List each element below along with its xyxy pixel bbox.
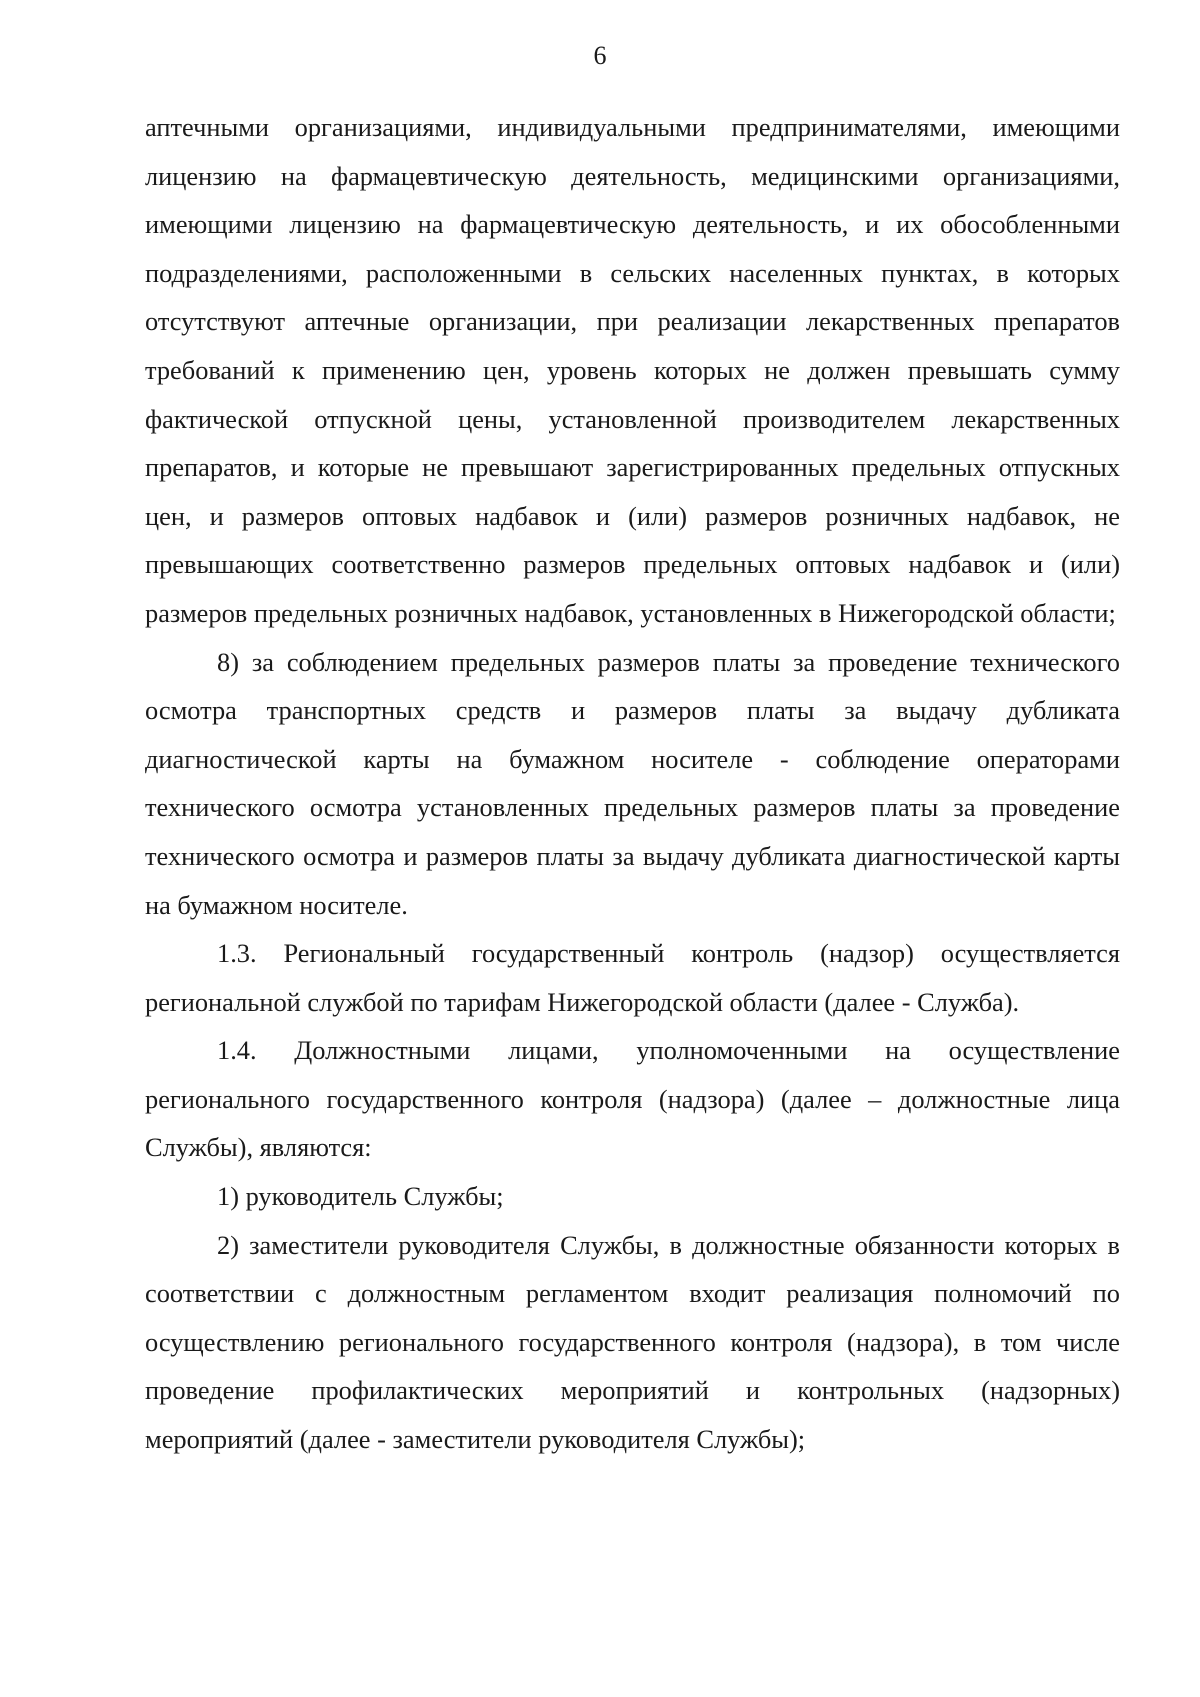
paragraph-continuation: аптечными организациями, индивидуальными предпринимателями, имеющими лицензию на фармацевтическую деятельность, медицинскими организациями, имеющими лицензию на фармацевтическую деятельность, и их обособленными подразделениями, расположенными в сельских населенных пунктах, в которых отсутствуют аптечные организации, при реализации лекарственных препаратов требований к применению цен, уровень которых не должен превышать сумму фактической отпускной цены, установленной производителем лекарственных препаратов, и которые не превышают зарегистрированных предельных отпускных цен, и размеров оптовых надбавок и (или) размеров розничных надбавок, не превышающих соответственно размеров предельных оптовых надбавок и (или) размеров предельных розничных надбавок, установленных в Нижегородской области;	[145, 112, 1120, 628]
paragraph-item-8: 8) за соблюдением предельных размеров платы за проведение технического осмотра транспортных средств и размеров платы за выдачу дубликата диагностической карты на бумажном носителе - соблюдение операторами технического осмотра установленных предельных размеров платы за проведение технического осмотра и размеров платы за выдачу дубликата диагностической карты на бумажном носителе.	[145, 646, 1120, 920]
paragraph-clause-1-3: 1.3. Региональный государственный контроль (надзор) осуществляется региональной службой по тарифам Нижегородской области (далее - Служба).	[145, 938, 1120, 1017]
paragraph-item-1: 1) руководитель Службы;	[217, 1181, 504, 1212]
document-body	[145, 103, 1120, 1464]
paragraph-clause-1-4: 1.4. Должностными лицами, уполномоченными на осуществление регионального государственного контроля (надзора) (далее – должностные лица Службы), являются:	[145, 1035, 1120, 1163]
paragraph-item-2: 2) заместители руководителя Службы, в должностные обязанности которых в соответствии с должностным регламентом входит реализация полномочий по осуществлению регионального государственного контроля (надзора), в том числе проведение профилактических мероприятий и контрольных (надзорных) мероприятий (далее - заместители руководителя Службы);	[145, 1229, 1120, 1455]
page-number: 6	[593, 41, 607, 70]
